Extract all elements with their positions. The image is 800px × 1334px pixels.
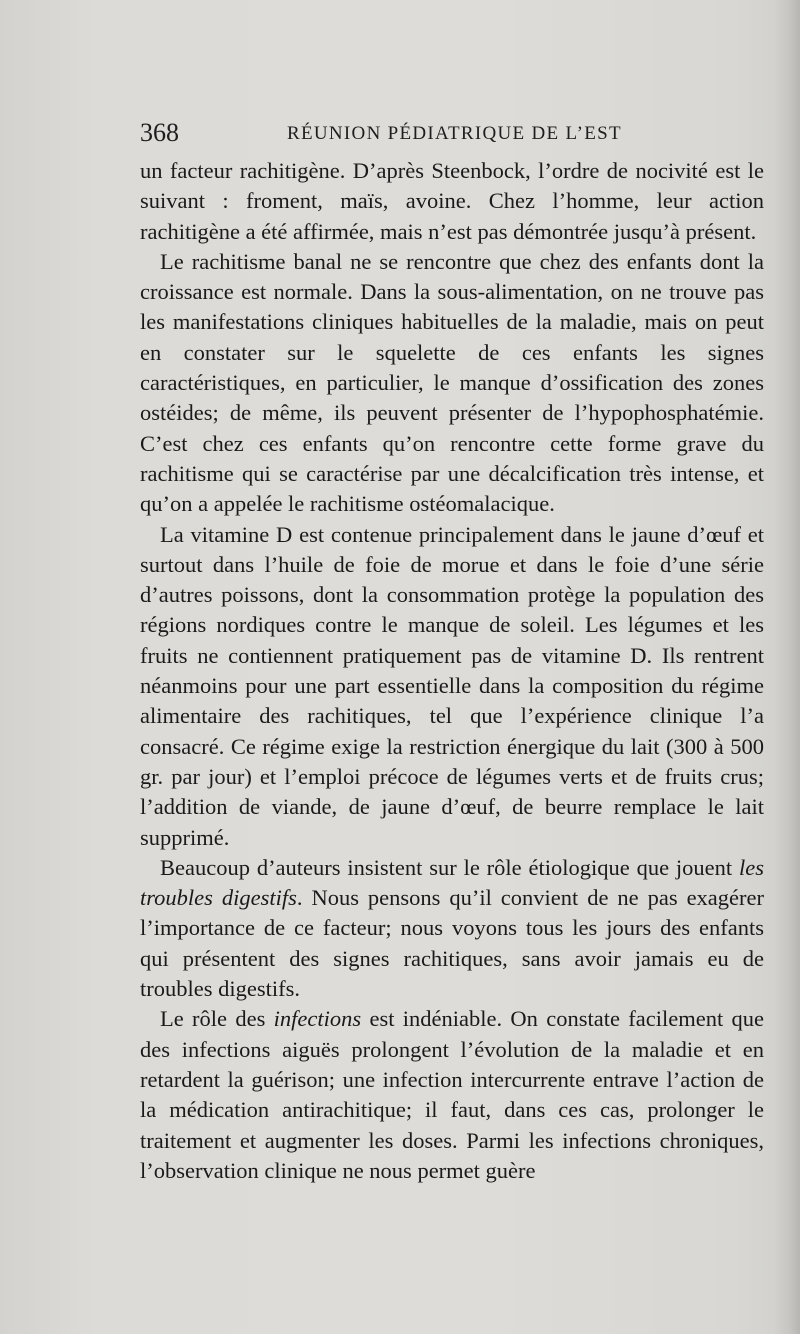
page-number: 368: [140, 118, 179, 147]
paragraph-5-text-before: Le rôle des: [160, 1006, 274, 1032]
paragraph-5: [140, 1004, 764, 1186]
paragraph-1: un facteur rachitigène. D’après Steenbock, l’ordre de nocivité est le suivant : froment, maïs, avoine. Chez l’homme, leur action rachitigène a été affirmée, mais n’est pas démontrée jusqu’à présent.: [140, 158, 764, 244]
page-header: [140, 118, 764, 154]
paragraph-4-text-before: Beaucoup d’auteurs insistent sur le rôle étiologique que jouent: [160, 854, 739, 880]
paragraph-4-italic-term: les troubles digestifs: [140, 854, 764, 911]
paragraph-4-text-after: . Nous pensons qu’il convient de ne pas exagérer l’importance de ce facteur; nous voyons tous les jours des enfants qui présentent des signes rachitiques, sans avoir jamais eu de troubles digestifs.: [140, 885, 764, 1002]
paragraph-3: La vitamine D est contenue principalement dans le jaune d’œuf et surtout dans l’huile de foie de morue et dans le foie d’une série d’autres poissons, dont la consommation protège la population des régions nordiques contre le manque de soleil. Les légumes et les fruits ne contiennent pratiquement pas de vitamine D. Ils rentrent néanmoins pour une part essentielle dans la composition du régime alimentaire des rachitiques, tel que l’expérience clinique l’a consacré. Ce régime exige la restriction énergique du lait (300 à 500 gr. par jour) et l’emploi précoce de légumes verts et de fruits crus; l’addition de viande, de jaune d’œuf, de beurre remplace le lait supprimé.: [140, 521, 764, 850]
paragraph-4: [140, 853, 764, 1004]
page-gutter-shadow: [774, 0, 800, 1334]
paragraph-5-italic-term: infections: [273, 1006, 362, 1032]
paragraph-2: Le rachitisme banal ne se rencontre que chez des enfants dont la croissance est normale. Dans la sous-alimentation, on ne trouve pas les manifestations cliniques habituelles de la maladie, mais on peut en constater sur le squelette de ces enfants les signes caractéristiques, en particulier, le manque d’ossification des zones ostéides; de même, ils peuvent présenter de l’hypophosphatémie. C’est chez ces enfants qu’on rencontre cette forme grave du rachitisme qui se caractérise par une décalcification très intense, et qu’on a appelée le rachitisme ostéomalacique.: [140, 248, 764, 517]
body-text: [140, 156, 764, 1186]
running-head: RÉUNION PÉDIATRIQUE DE L’EST: [287, 123, 622, 144]
paragraph-5-text-after: est indéniable. On constate facilement que des infections aiguës prolongent l’évolution de la maladie et en retardent la guérison; une infection intercurrente entrave l’action de la médication antirachitique; il faut, dans ces cas, prolonger le traitement et augmenter les doses. Parmi les infections chroniques, l’observation clinique ne nous permet guère: [140, 1006, 764, 1183]
